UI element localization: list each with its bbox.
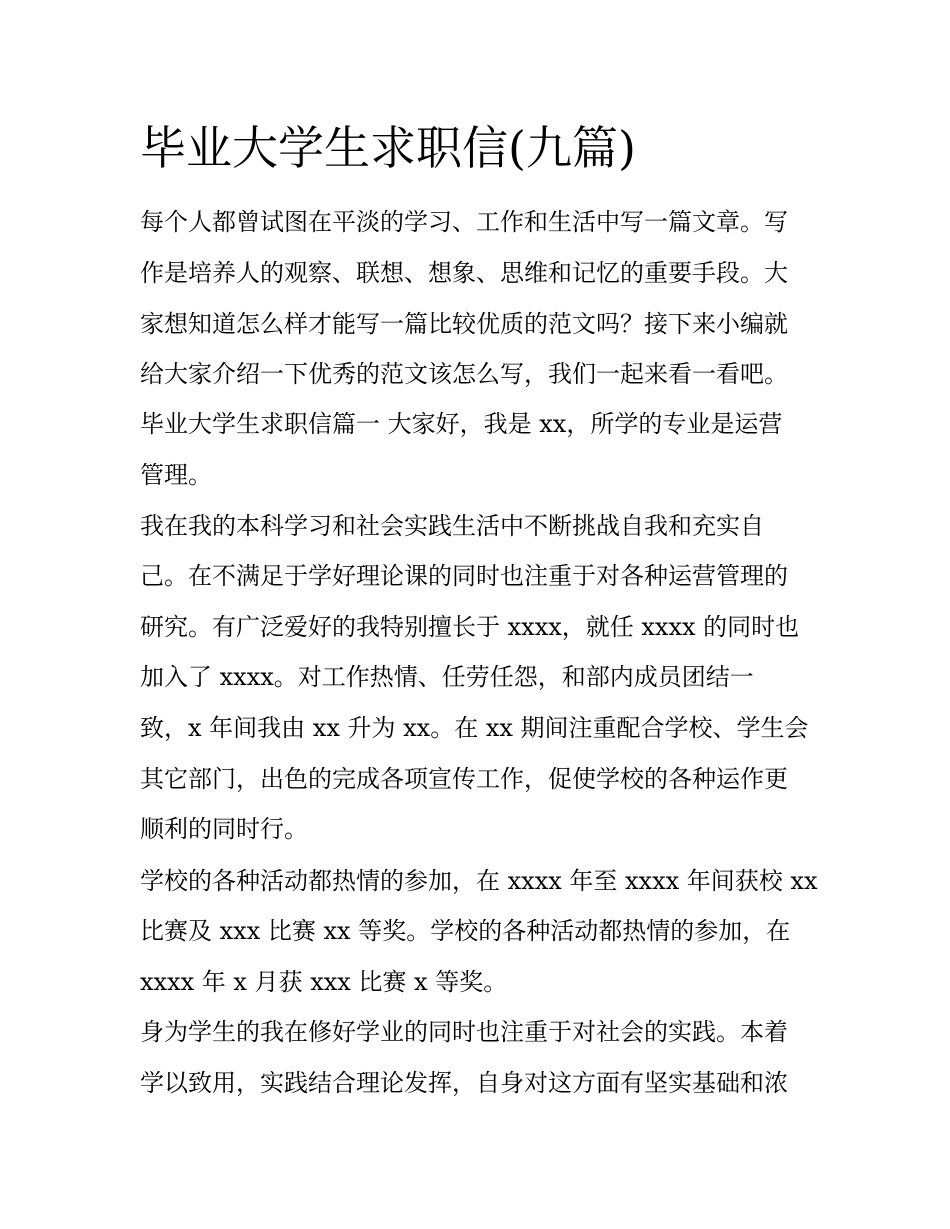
body-line-12: 其它部门，出色的完成各项宣传工作，促使学校的各种运作更 bbox=[140, 765, 788, 793]
body-line-18: 学以致用，实践结合理论发挥，自身对这方面有坚实基础和浓 bbox=[140, 1069, 788, 1097]
body-line-10: 加入了 xxxx。对工作热情、任劳任怨，和部内成员团结一 bbox=[140, 663, 754, 691]
body-line-8: 己。在不满足于学好理论课的同时也注重于对各种运营管理的 bbox=[140, 562, 788, 590]
body-line-17: 身为学生的我在修好学业的同时也注重于对社会的实践。本着 bbox=[140, 1018, 788, 1046]
body-line-13: 顺利的同时行。 bbox=[140, 815, 308, 843]
body-line-16: xxxx 年 x 月获 xxx 比赛 x 等奖。 bbox=[140, 968, 508, 996]
body-line-6: 管理。 bbox=[140, 461, 212, 489]
body-line-7: 我在我的本科学习和社会实践生活中不断挑战自我和充实自 bbox=[140, 512, 764, 540]
body-line-14: 学校的各种活动都热情的参加，在 xxxx 年至 xxxx 年间获校 xx bbox=[140, 867, 818, 895]
body-line-9: 研究。有广泛爱好的我特别擅长于 xxxx，就任 xxxx 的同时也 bbox=[140, 613, 800, 641]
body-line-1: 每个人都曾试图在平淡的学习、工作和生活中写一篇文章。写 bbox=[140, 208, 788, 236]
body-line-5: 毕业大学生求职信篇一 大家好，我是 xx，所学的专业是运营 bbox=[140, 410, 783, 438]
body-line-2: 作是培养人的观察、联想、想象、思维和记忆的重要手段。大 bbox=[140, 259, 788, 287]
document-title: 毕业大学生求职信(九篇) bbox=[140, 121, 636, 175]
body-line-15: 比赛及 xxx 比赛 xx 等奖。学校的各种活动都热情的参加，在 bbox=[140, 917, 791, 945]
body-line-4: 给大家介绍一下优秀的范文该怎么写，我们一起来看一看吧。 bbox=[140, 360, 788, 388]
body-line-3: 家想知道怎么样才能写一篇比较优质的范文吗？接下来小编就 bbox=[140, 310, 788, 338]
body-line-11: 致，x 年间我由 xx 升为 xx。在 xx 期间注重配合学校、学生会 bbox=[140, 714, 809, 742]
